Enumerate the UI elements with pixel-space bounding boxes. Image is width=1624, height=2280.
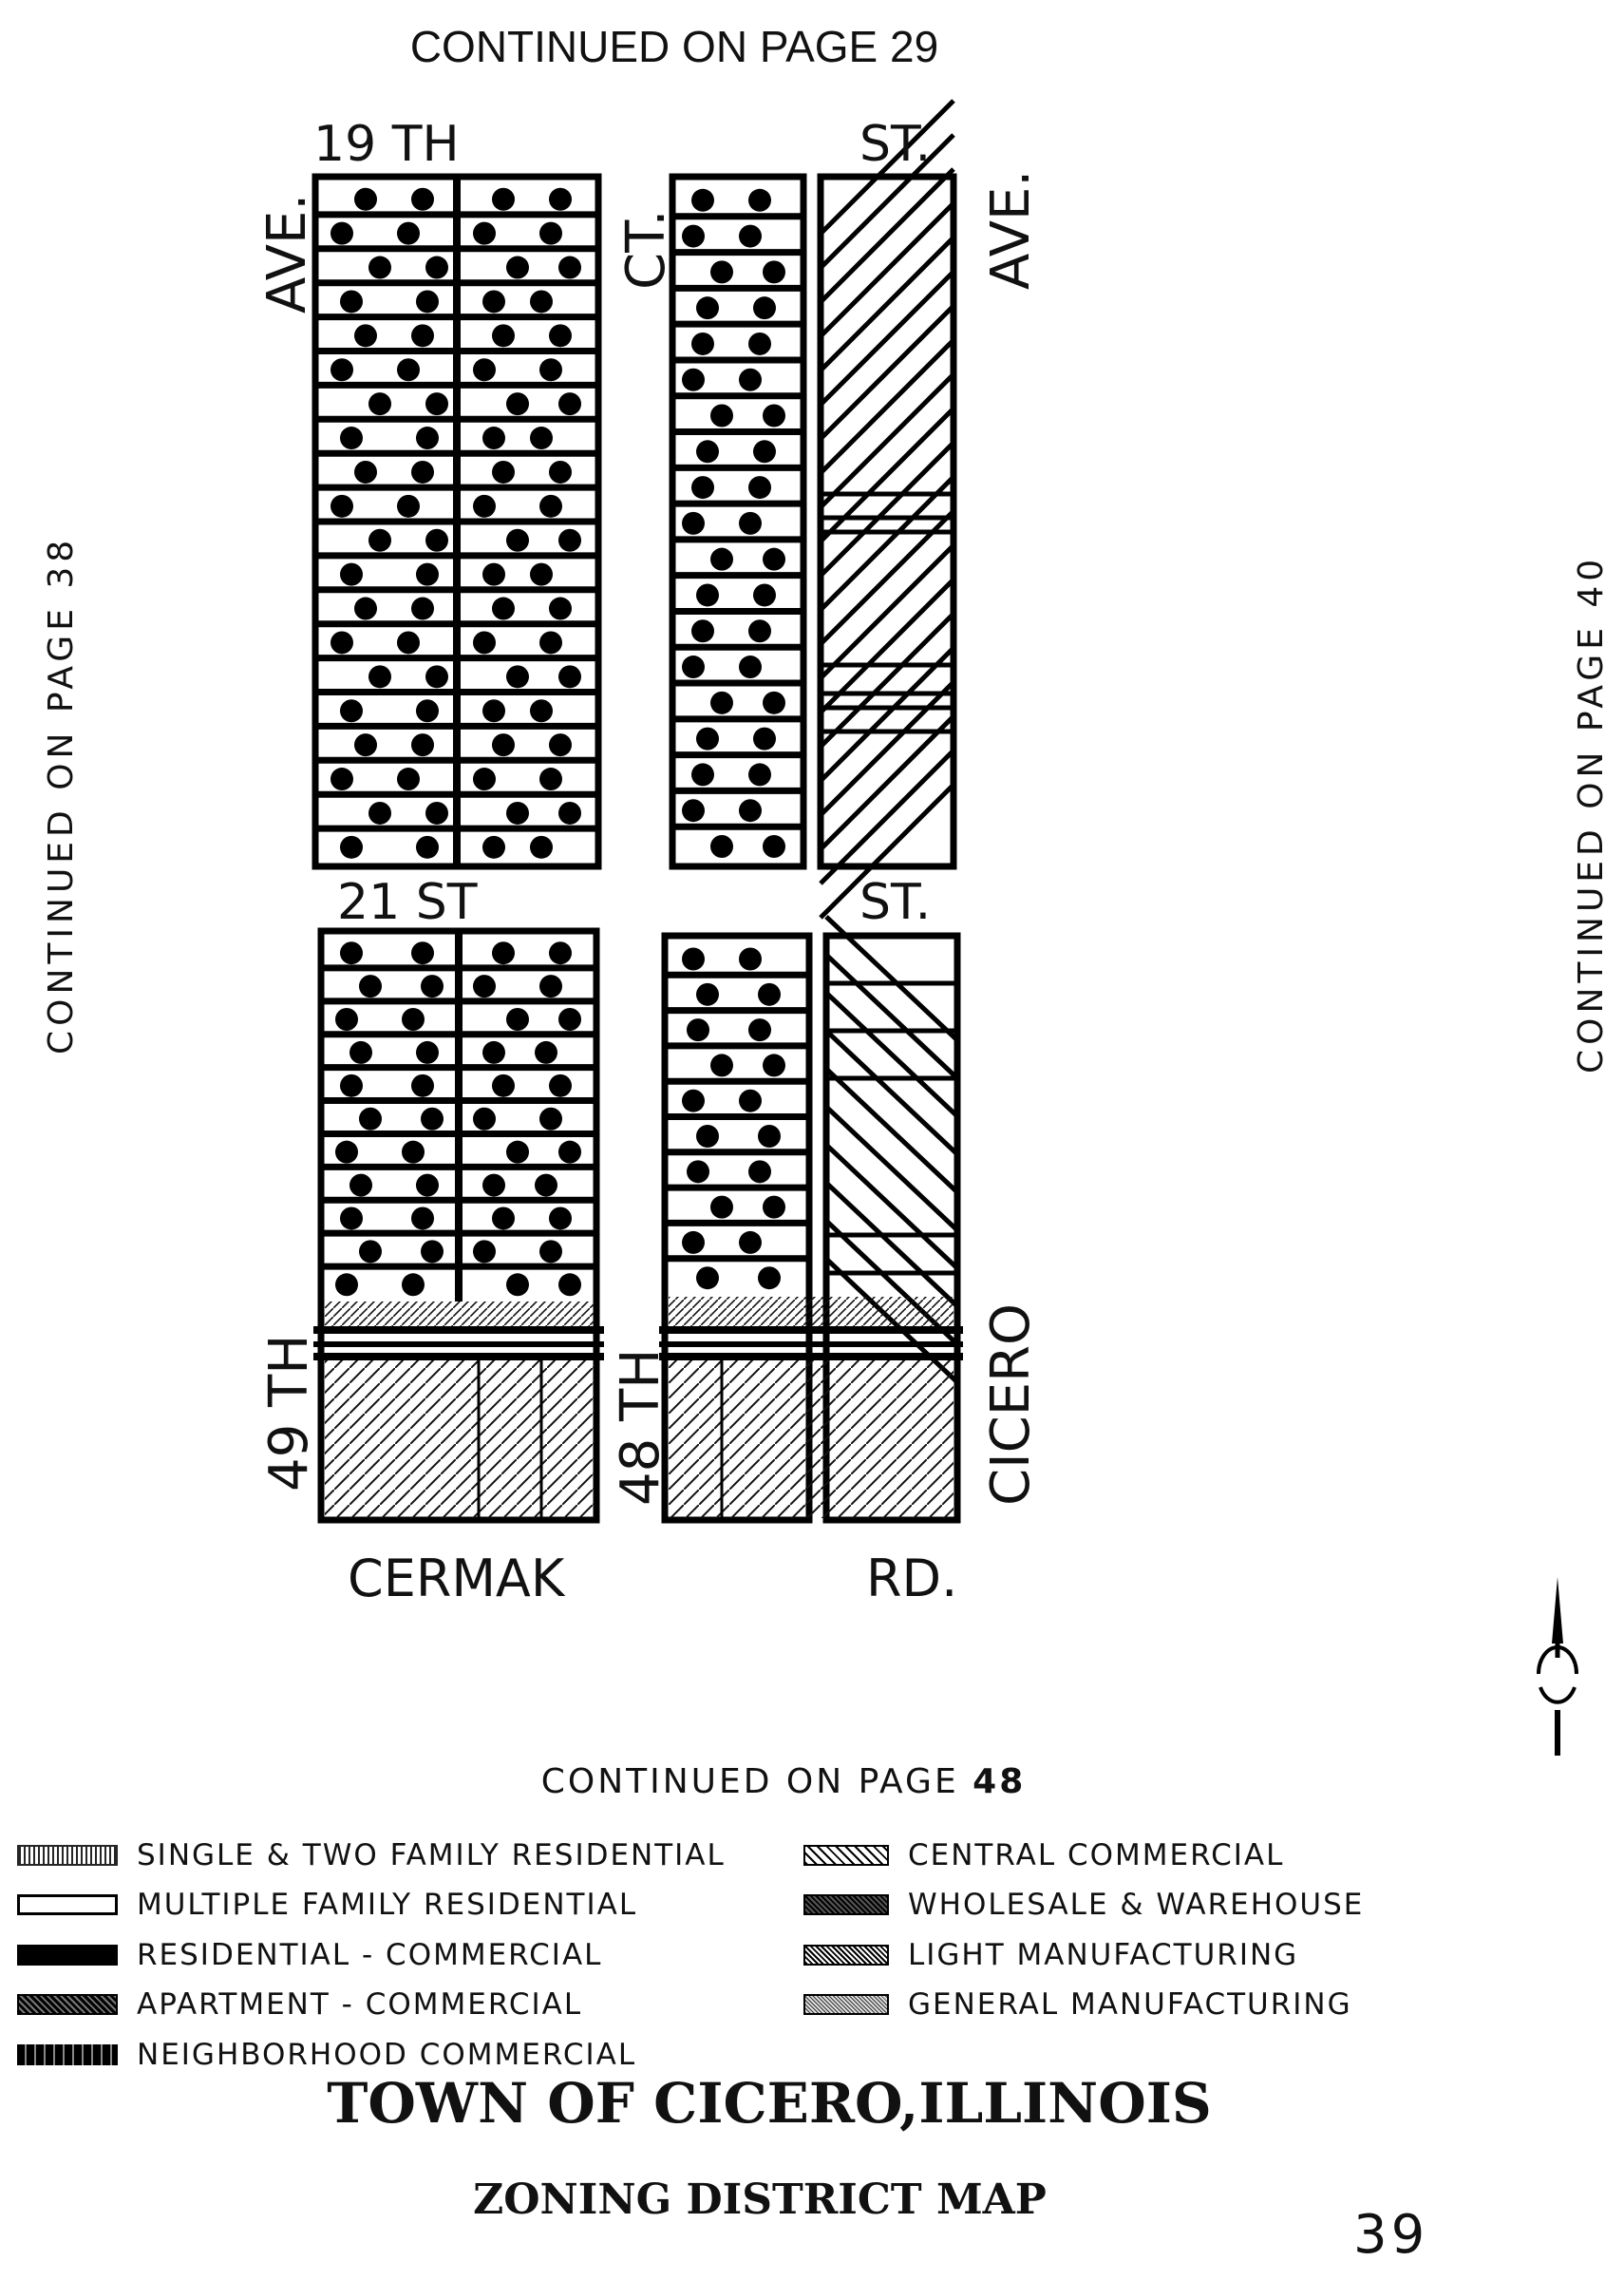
lot-dot: [753, 440, 776, 463]
legend-label: MULTIPLE FAMILY RESIDENTIAL: [137, 1888, 638, 1922]
lot-dot: [340, 563, 363, 586]
lot-dot: [549, 598, 572, 620]
lot-dot: [397, 495, 420, 518]
lot-dot: [359, 975, 382, 998]
lot-dot: [739, 656, 762, 678]
lot-dot: [416, 836, 439, 859]
lot-dot: [710, 548, 733, 571]
legend-item-wholesale-warehouse: [803, 1888, 1365, 1922]
lot-dot: [691, 763, 714, 786]
lot-dot: [539, 631, 562, 654]
lot-dot: [539, 1108, 562, 1130]
lot-dot: [425, 665, 448, 688]
lot-dot: [411, 941, 434, 964]
lot-dot: [397, 631, 420, 654]
lot-dot: [421, 1240, 444, 1263]
legend-item-light-manufacturing: [803, 1938, 1299, 1972]
lot-dot: [682, 948, 705, 971]
lot-dot: [330, 358, 353, 381]
lot-dot: [397, 768, 420, 790]
lot-dot: [473, 768, 496, 790]
legend-swatch-empty: [17, 1894, 118, 1915]
lot-dot: [416, 290, 439, 313]
lot-dot: [492, 324, 515, 347]
lot-dot: [539, 975, 562, 998]
lot-dot: [687, 1160, 709, 1183]
lot-dot: [530, 427, 553, 449]
legend-swatch-solid: [17, 1945, 118, 1966]
lot-dot: [748, 763, 771, 786]
legend-label: CENTRAL COMMERCIAL: [908, 1838, 1285, 1872]
lot-dot: [473, 631, 496, 654]
lot-dot: [482, 836, 505, 859]
lot-dot: [682, 1090, 705, 1112]
lot-dot: [539, 222, 562, 245]
continued-right-label: CONTINUED ON PAGE 40: [1572, 554, 1611, 1074]
lot-dot: [739, 512, 762, 535]
lot-dot: [335, 1008, 358, 1031]
lot-dot: [506, 529, 529, 552]
lot-dot: [416, 699, 439, 722]
lot-dot: [473, 495, 496, 518]
legend-swatch-dots: [17, 1845, 118, 1866]
lot-dot: [748, 1018, 771, 1041]
lot-dot: [753, 296, 776, 319]
lot-dot: [421, 975, 444, 998]
lot-dot: [763, 405, 785, 428]
lot-dot: [473, 1240, 496, 1263]
lot-dot: [506, 256, 529, 279]
lot-dot: [691, 619, 714, 642]
lot-dot: [539, 768, 562, 790]
lot-dot: [359, 1108, 382, 1130]
lot-dot: [558, 256, 581, 279]
lot-dot: [402, 1008, 425, 1031]
lot-dot: [535, 1041, 557, 1064]
lot-dot: [696, 983, 719, 1006]
lot-dot: [425, 802, 448, 825]
legend-swatch-bricks: [17, 2044, 118, 2065]
lot-dot: [549, 461, 572, 484]
lot-dot: [421, 1108, 444, 1130]
lot-dot: [492, 1206, 515, 1229]
block-southwest: [313, 931, 604, 1520]
lot-dot: [425, 529, 448, 552]
legend-item-neighborhood-commercial: [17, 2038, 637, 2072]
lot-dot: [558, 1273, 581, 1296]
lot-dot: [340, 1074, 363, 1097]
lot-dot: [763, 692, 785, 714]
lot-dot: [425, 392, 448, 415]
lot-dot: [530, 290, 553, 313]
lot-dot: [368, 256, 391, 279]
street-21st: 21 ST: [337, 874, 478, 931]
legend-label: NEIGHBORHOOD COMMERCIAL: [137, 2038, 637, 2072]
lot-dot: [549, 941, 572, 964]
lot-dot: [696, 440, 719, 463]
legend-swatch-crosshatch: [803, 1894, 889, 1915]
block-southeast: [659, 917, 963, 1520]
lot-dot: [354, 733, 377, 756]
lot-dot: [349, 1174, 372, 1197]
lot-dot: [335, 1141, 358, 1164]
lot-dot: [411, 598, 434, 620]
lot-dot: [506, 1008, 529, 1031]
continued-bottom-page: 48: [973, 1762, 1027, 1801]
lot-dot: [340, 836, 363, 859]
lot-dot: [739, 799, 762, 822]
block-northwest: [315, 177, 598, 866]
lot-dot: [682, 799, 705, 822]
lot-dot: [354, 598, 377, 620]
continued-left-label: CONTINUED ON PAGE 38: [42, 535, 81, 1054]
lot-dot: [710, 405, 733, 428]
lot-dot: [416, 563, 439, 586]
lot-dot: [368, 665, 391, 688]
lot-dot: [492, 598, 515, 620]
lot-dot: [530, 836, 553, 859]
lot-dot: [753, 728, 776, 750]
lot-dot: [397, 222, 420, 245]
street-49th: 49 TH: [258, 1334, 320, 1492]
street-ct: CT.: [615, 209, 677, 290]
lot-dot: [482, 699, 505, 722]
lot-dot: [696, 296, 719, 319]
lot-dot: [558, 392, 581, 415]
lot-dot: [530, 563, 553, 586]
lot-dot: [368, 802, 391, 825]
legend-label: WHOLESALE & WAREHOUSE: [908, 1888, 1365, 1922]
street-19th: 19 TH: [313, 116, 460, 173]
lot-dot: [506, 392, 529, 415]
legend-swatch-diagonal-light: [803, 1845, 889, 1866]
lot-dot: [739, 1090, 762, 1112]
map-subtitle: ZONING DISTRICT MAP: [473, 2176, 1047, 2224]
continued-top-label: CONTINUED ON PAGE 29: [409, 22, 939, 71]
lot-dot: [340, 699, 363, 722]
lot-dot: [710, 260, 733, 283]
lot-dot: [425, 256, 448, 279]
lot-dot: [473, 222, 496, 245]
lot-dot: [710, 1196, 733, 1219]
lot-dot: [482, 1174, 505, 1197]
lot-dot: [753, 583, 776, 606]
lot-dot: [368, 392, 391, 415]
legend-swatch-fine-hatch: [803, 1994, 889, 2015]
north-arrow-icon: [1539, 1577, 1577, 1756]
lot-dot: [558, 665, 581, 688]
street-cermak-rd: RD.: [866, 1548, 958, 1608]
lot-dot: [558, 802, 581, 825]
lot-dot: [549, 733, 572, 756]
lot-dot: [758, 1266, 781, 1289]
legend-item-residential-commercial: [17, 1938, 603, 1972]
lot-dot: [411, 733, 434, 756]
lot-dot: [340, 1206, 363, 1229]
lot-dot: [682, 369, 705, 391]
lot-dot: [763, 260, 785, 283]
lot-dot: [354, 324, 377, 347]
lot-dot: [359, 1240, 382, 1263]
legend-item-single-two-family: [17, 1838, 726, 1872]
street-east-ave: AVE.: [980, 169, 1042, 290]
lot-dot: [748, 332, 771, 355]
lot-dot: [696, 583, 719, 606]
lot-dot: [482, 290, 505, 313]
lot-dot: [739, 948, 762, 971]
lot-dot: [411, 461, 434, 484]
legend-label: APARTMENT - COMMERCIAL: [137, 1987, 583, 2022]
lot-dot: [340, 427, 363, 449]
block-northeast: [672, 101, 954, 918]
lot-dot: [330, 495, 353, 518]
street-west-ave: AVE.: [256, 193, 318, 314]
lot-dot: [748, 1160, 771, 1183]
lot-dot: [402, 1141, 425, 1164]
legend-swatch-dark-diagonal: [17, 1994, 118, 2015]
lot-dot: [492, 188, 515, 211]
lot-dot: [710, 1054, 733, 1076]
street-cermak: CERMAK: [348, 1548, 565, 1608]
legend-item-multiple-family: [17, 1888, 638, 1922]
lot-dot: [748, 619, 771, 642]
lot-dot: [549, 324, 572, 347]
lot-dot: [696, 728, 719, 750]
lot-dot: [411, 1074, 434, 1097]
lot-dot: [492, 1074, 515, 1097]
lot-dot: [558, 529, 581, 552]
lot-dot: [739, 1231, 762, 1254]
lot-dot: [530, 699, 553, 722]
lot-dot: [506, 665, 529, 688]
lot-dot: [506, 1141, 529, 1164]
lot-dot: [411, 324, 434, 347]
lot-dot: [748, 476, 771, 499]
lot-dot: [758, 983, 781, 1006]
lot-dot: [354, 188, 377, 211]
lot-dot: [473, 1108, 496, 1130]
lot-dot: [330, 222, 353, 245]
lot-dot: [330, 768, 353, 790]
lot-dot: [549, 1206, 572, 1229]
lot-dot: [682, 1231, 705, 1254]
lot-dot: [340, 941, 363, 964]
lot-dot: [539, 495, 562, 518]
lot-dot: [682, 512, 705, 535]
lot-dot: [758, 1125, 781, 1148]
lot-dot: [340, 290, 363, 313]
lot-dot: [402, 1273, 425, 1296]
lot-dot: [482, 1041, 505, 1064]
lot-dot: [330, 631, 353, 654]
legend-label: SINGLE & TWO FAMILY RESIDENTIAL: [137, 1838, 726, 1872]
legend-item-general-manufacturing: [803, 1987, 1352, 2022]
lot-dot: [473, 358, 496, 381]
map-title: TOWN OF CICERO,ILLINOIS: [327, 2071, 1212, 2136]
legend-swatch-diagonal-dense: [803, 1945, 889, 1966]
lot-dot: [696, 1125, 719, 1148]
lot-dot: [506, 1273, 529, 1296]
lot-dot: [696, 1266, 719, 1289]
lot-dot: [763, 1054, 785, 1076]
lot-dot: [349, 1041, 372, 1064]
lot-dot: [549, 1074, 572, 1097]
lot-dot: [535, 1174, 557, 1197]
street-21st-st: ST.: [859, 874, 932, 931]
lot-dot: [539, 358, 562, 381]
lot-dot: [682, 225, 705, 248]
page-number: 39: [1353, 2204, 1429, 2266]
lot-dot: [763, 548, 785, 571]
lot-dot: [748, 189, 771, 212]
lot-dot: [354, 461, 377, 484]
lot-dot: [763, 1196, 785, 1219]
legend-item-apartment-commercial: [17, 1987, 583, 2022]
lot-dot: [335, 1273, 358, 1296]
lot-dot: [411, 188, 434, 211]
street-48th: 48 TH: [610, 1348, 671, 1506]
lot-dot: [506, 802, 529, 825]
lot-dot: [473, 975, 496, 998]
legend-label: GENERAL MANUFACTURING: [908, 1987, 1352, 2022]
lot-dot: [739, 369, 762, 391]
legend-label: LIGHT MANUFACTURING: [908, 1938, 1299, 1972]
lot-dot: [558, 1008, 581, 1031]
lot-dot: [416, 1041, 439, 1064]
lot-dot: [558, 1141, 581, 1164]
street-19th-st: ST.: [859, 116, 932, 173]
lot-dot: [416, 1174, 439, 1197]
lot-dot: [482, 427, 505, 449]
street-cicero: CICERO: [980, 1302, 1042, 1506]
lot-dot: [492, 461, 515, 484]
lot-dot: [492, 733, 515, 756]
continued-bottom-label: [0, 1762, 1567, 1801]
lot-dot: [691, 476, 714, 499]
lot-dot: [682, 656, 705, 678]
lot-dot: [397, 358, 420, 381]
legend-label: RESIDENTIAL - COMMERCIAL: [137, 1938, 603, 1972]
lot-dot: [710, 835, 733, 858]
lot-dot: [416, 427, 439, 449]
lot-dot: [691, 189, 714, 212]
lot-dot: [539, 1240, 562, 1263]
lot-dot: [691, 332, 714, 355]
lot-dot: [549, 188, 572, 211]
lot-dot: [710, 692, 733, 714]
lot-dot: [763, 835, 785, 858]
lot-dot: [739, 225, 762, 248]
lot-dot: [482, 563, 505, 586]
legend-item-central-commercial: [803, 1838, 1285, 1872]
continued-bottom-text: CONTINUED ON PAGE: [540, 1762, 959, 1801]
lot-dot: [368, 529, 391, 552]
lot-dot: [687, 1018, 709, 1041]
lot-dot: [411, 1206, 434, 1229]
lot-dot: [492, 941, 515, 964]
